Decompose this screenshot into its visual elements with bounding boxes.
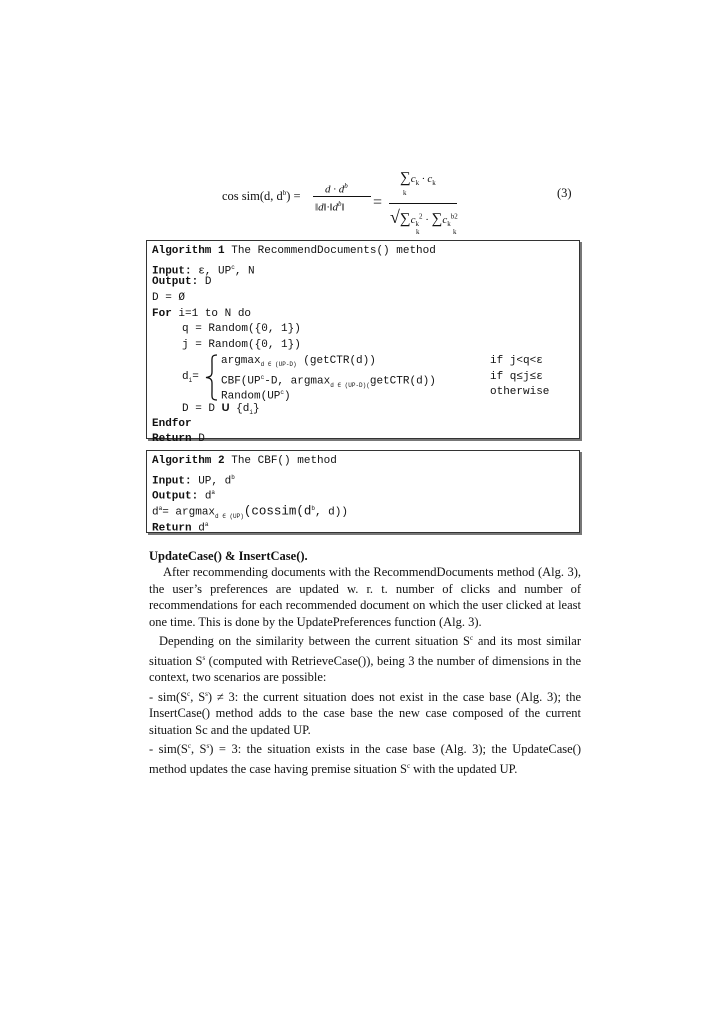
case-2-sub: d ∈ (UP-D)( [330,381,370,389]
equation-lhs-sup: b [282,189,287,197]
output-sup-alg2: a [211,489,216,497]
fraction2-numerator-c1: c [410,173,416,185]
paragraph-2-sup1: c [469,634,474,643]
union-operator: U [221,401,230,414]
cosine-similarity-equation [222,170,582,236]
assign-end: , d)) [314,506,348,519]
fraction1-denominator [315,200,345,214]
return-text: D [191,433,205,446]
equation-number: (3) [557,186,572,200]
di-label [182,370,199,389]
algorithm-1-input [152,260,574,276]
paragraph-4-sup3: c [406,761,411,770]
fraction1-denominator-text: ‖d‖·‖d [315,201,339,214]
input-keyword-2: Input: [152,475,192,488]
input-sup-alg2: b [231,473,235,481]
algorithm-1-title [152,244,574,260]
fraction2-numerator-sub2: k [432,179,436,188]
fraction2-denominator-c2: c [442,214,448,226]
fraction2-denominator-sub2: k [447,220,451,229]
paragraph-4-c: ) = 3: the situation exists in the case base (Alg. 3); the UpdateCase() method updates the case having premise situation S [149,742,581,776]
return-keyword: Return [152,433,192,446]
fraction2-denominator-sup1: 2 [418,212,423,221]
den-sum-index1: k [416,228,420,236]
paragraph-3-a: - sim(S [149,689,188,704]
case-2-arg: getCTR(d)) [369,375,436,388]
paragraph-3-b: , S [190,689,206,704]
fraction2-denominator-c1: c [410,214,416,226]
paragraph-2 [149,630,581,686]
case-3-condition: otherwise [490,386,550,399]
case-3-fn: Random(UP [221,390,281,403]
left-brace-icon [205,354,219,401]
paragraph-4-sup2: s [206,741,210,750]
algorithm-1-for [152,307,574,323]
algorithm-1-box [146,240,580,446]
fraction2-denominator-sup2: b2 [450,212,458,221]
algorithm-1-cases [152,354,574,401]
sum-symbol-den2: ∑ [431,211,443,227]
algorithm-1-q-line: q = Random({0, 1}) [182,323,301,336]
assign-mid: = argmax [162,506,216,519]
algorithm-2-label: Algorithm 2 [152,455,225,467]
paragraph-3-c: ) ≠ 3: the current situation does not exist in the case base (Alg. 3); the InsertCase() method adds to the case base the new case composed of the current situation Sc and the updated UP. [149,689,582,737]
case-1-sub: d ∈ (UP-D) [260,361,297,368]
assign-pre: d [152,506,159,519]
algorithm-1-label: Algorithm 1 [152,245,225,257]
case-2-fn: CBF(UP [221,375,261,388]
paragraph-2-c: (computed with RetrieveCase()), being 3 the number of dimensions in the context, two scenarios are possible: [149,653,581,685]
case-1-arg: (getCTR(d)) [296,354,376,367]
fraction1-bar [313,196,371,197]
input-sup: c [231,263,235,271]
paragraph-4-sup1: c [187,741,191,750]
algorithm-1-init: D = Ø [152,292,186,305]
paragraph-4-b: , S [190,742,207,757]
case-2-sup: c [260,373,265,381]
paragraph-4-d: with the updated UP. [410,761,518,776]
fraction2-numerator-sub1: k [415,179,420,188]
algorithm-2-return [152,517,574,533]
paragraph-2-b: and its most similar situation S [149,634,581,668]
body-text [149,548,581,777]
fraction1-numerator [325,182,348,196]
equation-lhs-text: cos sim(d, d [222,189,283,204]
paragraph-3-sup1: c [187,689,191,698]
sqrt-symbol: √ [390,207,400,227]
case-3-sup: c [280,389,285,397]
den-sum-index2: k [453,228,457,236]
union-pre: D = D [182,402,222,415]
di-label-sub: i [188,377,193,384]
assign-sub: d ∈ (UP) [215,512,244,520]
section-heading: UpdateCase() & InsertCase(). [149,549,308,563]
algorithm-2-output [152,485,574,504]
input-text-2: , N [234,265,255,278]
algorithm-1-return [152,432,574,448]
assign-arg: (cossim(d [243,504,312,519]
fraction2-denominator-dot: · [422,214,432,226]
fraction1-denominator-sup: b [338,200,342,208]
input-text: ε, UP [191,265,232,278]
case-3-end: ) [284,390,291,403]
sum-index: k [403,189,407,197]
case-1-fn: argmax [221,354,261,367]
assign-sup2: b [311,505,315,513]
case-2-condition: if q≤j≤ε [490,370,543,383]
fraction2-numerator-c2: · c [419,173,433,185]
algorithm-2-name: The CBF() method [224,455,337,467]
algorithm-1-output [152,275,574,291]
algorithm-1-endfor: Endfor [152,417,192,430]
union-post: {d [229,402,250,415]
paragraph-3-sup2: s [205,689,208,698]
algorithm-2-input [152,470,574,486]
case-1-condition: if j<q<ε [490,354,543,367]
algorithm-1-name: The RecommendDocuments() method [224,245,436,257]
paragraph-2-a: Depending on the similarity between the current situation S [159,634,470,649]
fraction2-bar [389,203,457,204]
case-2-mid: -D, argmax [264,375,331,388]
paragraph-1: After recommending documents with the RecommendDocuments method (Alg. 3), the user’s preferences are updated w. r. t. number of clicks and number of recommendations for each recommended document on which the user clicked at least one time. This is done by the UpdatePreferences function (Alg. 3). [149,565,581,629]
fraction2-numerator [400,170,436,197]
fraction1-numerator-text: d · d [325,183,345,196]
sum-symbol-den1: ∑ [399,211,411,227]
algorithm-2-box [146,450,580,533]
sum-symbol: ∑ [400,170,411,186]
assign-sup: a [158,505,163,513]
paragraph-3 [149,686,581,738]
di-label-text: d [182,370,189,383]
union-end: } [252,402,260,415]
output-text: D [198,276,212,289]
paragraph-4 [149,738,581,777]
fraction2-denominator [390,207,458,236]
output-keyword-2: Output: [152,491,199,504]
return-keyword-2: Return [152,522,192,535]
algorithm-1-j-line: j = Random({0, 1}) [182,339,301,352]
fraction2-denominator-sub1: k [415,220,419,229]
paragraph-2-sup2: s [202,653,206,662]
equation-lhs [222,189,301,204]
output-keyword: Output: [152,276,199,289]
equals-sign: = [373,194,383,211]
return-sup-alg2: a [204,520,209,528]
di-label-eq: = [192,370,199,383]
algorithm-1-union [152,401,574,417]
algorithm-2-assign [152,501,574,520]
fraction1-denominator-close: ‖ [341,201,345,214]
output-text-alg2: d [198,491,212,504]
equation-lhs-close: ) = [286,189,301,204]
input-text-alg2: UP, d [191,475,232,488]
for-text: i=1 to N do [171,307,252,320]
input-keyword: Input: [152,265,192,278]
fraction1-numerator-sup: b [344,182,348,190]
paragraph-4-a: - sim(S [149,742,188,757]
return-text-alg2: d [191,522,205,535]
union-sub: i [249,409,253,416]
algorithm-2-title [152,454,574,470]
for-keyword: For [152,307,172,320]
